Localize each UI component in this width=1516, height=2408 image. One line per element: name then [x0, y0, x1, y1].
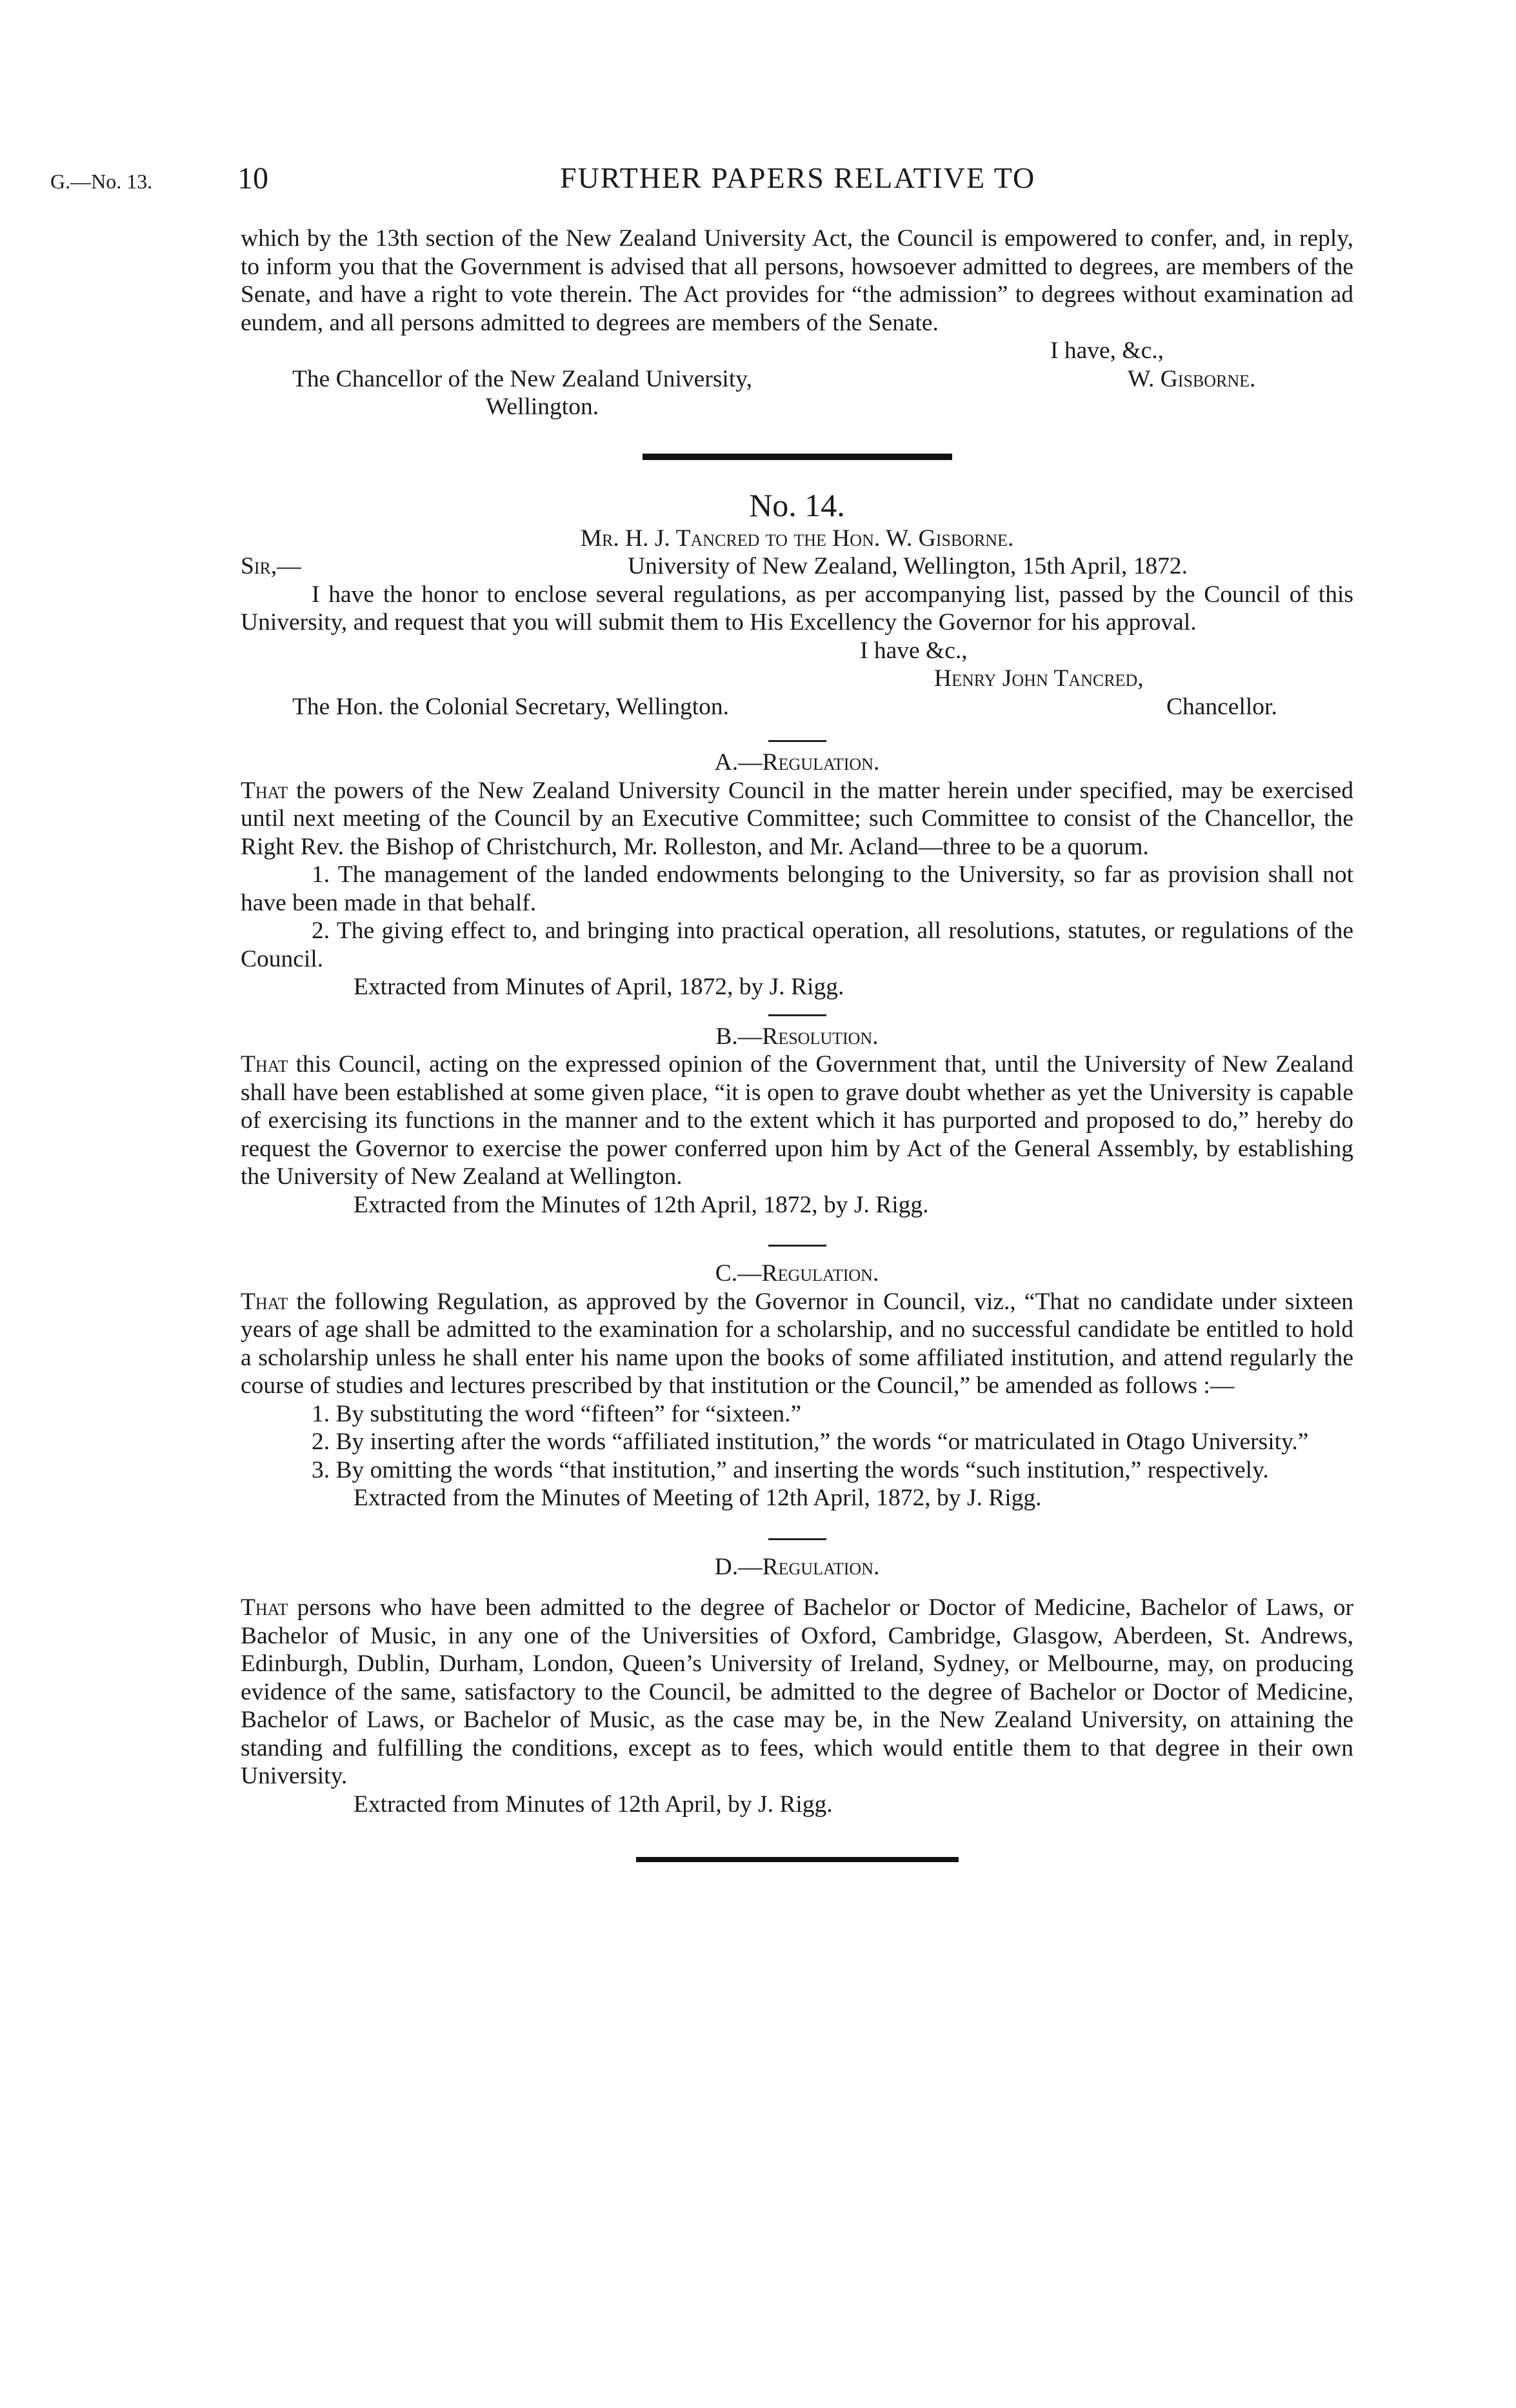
letter14-title: Chancellor.: [1166, 693, 1277, 720]
section-c-lead: That: [241, 1288, 288, 1315]
letter14-closing-row: [241, 637, 1353, 665]
page-header: [50, 158, 1355, 203]
section-b-body: [241, 1050, 1353, 1191]
section-divider: [643, 454, 952, 460]
letter14-signature-row: [241, 665, 1353, 693]
letter13-addressee-place: Wellington.: [486, 394, 599, 420]
section-a-item-1: 1. The management of the landed endowments belonging to the University, so far as provision shall not have been made in that behalf.: [241, 861, 1353, 916]
section-c-extract: Extracted from the Minutes of Meeting of 12th April, 1872, by J. Rigg.: [354, 1485, 1042, 1511]
section-a-heading: A.—Regulation.: [714, 749, 880, 776]
section-b-text: this Council, acting on the expressed opinion of the Government that, until the University of New Zealand shall have been established at some given place, “it is open to grave doubt whether as yet the University is capable of exercising its functions in the manner and to the extent which it has purported and proposed to do,” hereby do request the Governor to exercise the power conferred upon him by Act of the General Assembly, by establishing the University of New Zealand at Wellington.: [241, 1051, 1353, 1190]
section-b-lead: That: [241, 1051, 288, 1078]
letter14-addressee-row: [241, 693, 1353, 721]
letter13-closing: I have, &c.,: [1050, 337, 1164, 364]
letter14-signature: Henry John Tancred,: [934, 665, 1144, 692]
paper-reference: G.—No. 13.: [50, 170, 153, 193]
section-c-heading: C.—Regulation.: [715, 1260, 879, 1287]
letter13-body: which by the 13th section of the New Zealand University Act, the Council is empowered to confer, and, in reply, to inform you that the Government is advised that all persons, howsoever admitted to degrees, are members of the Senate, and have a right to vote therein. The Act provides for “the admission” to degrees without examination ad eundem, and all persons admitted to degrees are members of the Senate.: [241, 225, 1353, 336]
section-c-item-3: 3. By omitting the words “that institution,” and inserting the words “such institution,” respectively.: [312, 1456, 1269, 1483]
section-a-item-2: 2. The giving effect to, and bringing into practical operation, all resolutions, statutes, or regulations of the Council.: [241, 918, 1353, 972]
section-b-extract: Extracted from the Minutes of 12th April, 1872, by J. Rigg.: [354, 1191, 929, 1218]
letter14-from-to: Mr. H. J. Tancred to the Hon. W. Gisborne.: [580, 525, 1014, 552]
letter14-salutation-row: [241, 552, 1353, 581]
section-c-item-2: 2. By inserting after the words “affiliated institution,” the words “or matriculated in Otago University.”: [312, 1429, 1309, 1455]
running-title: FURTHER PAPERS RELATIVE TO: [560, 161, 1036, 194]
section-b-heading: B.—Resolution.: [715, 1023, 879, 1050]
letter14-closing: I have &c.,: [860, 637, 968, 664]
section-c-body: [241, 1288, 1353, 1400]
letter13-addressee: The Chancellor of the New Zealand University,: [292, 365, 752, 392]
section-c-item-1: 1. By substituting the word “fifteen” for “sixteen.”: [312, 1400, 802, 1427]
page-number: 10: [237, 161, 268, 196]
letter13-addressee-row: [241, 365, 1353, 394]
letter13-signature: W. Gisborne.: [1128, 365, 1256, 392]
section-c-text: the following Regulation, as approved by the Governor in Council, viz., “That no candidate under sixteen years of age shall be admitted to the examination for a scholarship, and no successful candidate be entitled to hold a scholarship unless he shall enter his name upon the books of some affiliated institution, and attend regularly the course of studies and lectures prescribed by that institution or the Council,” be amended as follows :—: [241, 1288, 1353, 1399]
section-d-text: persons who have been admitted to the degree of Bachelor or Doctor of Medicine, Bachelor of Laws, or Bachelor of Music, in any one of the Universities of Oxford, Cambridge, Glasgow, Aberdeen, St. Andrews, Edinburgh, Dublin, Durham, London, Queen’s University of Ireland, Sydney, or Melbourne, may, on producing evidence of the same, satisfactory to the Council, be admitted to the degree of Bachelor or Doctor of Medicine, Bachelor of Laws, or Bachelor of Music, as the case may be, in the New Zealand University, on attaining the standing and fulfilling the conditions, except as to fees, which would entitle them to that degree in their own University.: [241, 1594, 1354, 1789]
section-d-lead: That: [241, 1594, 288, 1621]
section-a-text: the powers of the New Zealand University Council in the matter herein under specified, may be exercised until next meeting of the Council by an Executive Committee; such Committee to consist of the Chancellor, the Right Rev. the Bishop of Christchurch, Mr. Rolleston, and Mr. Acland—three to be a quorum.: [241, 777, 1353, 860]
letter14-addressee: The Hon. the Colonial Secretary, Wellington.: [292, 693, 730, 720]
section-a-body: [241, 777, 1353, 861]
section-d-body: [241, 1594, 1353, 1791]
section-a-lead: That: [241, 777, 288, 804]
letter13-addressee-row2: [241, 393, 1353, 421]
page-content: [241, 225, 1353, 1862]
section-a-extract: Extracted from Minutes of April, 1872, by J. Rigg.: [354, 974, 844, 1000]
section-d-extract: Extracted from Minutes of 12th April, by J. Rigg.: [354, 1791, 833, 1818]
letter14-salutation: Sir,—: [241, 553, 301, 579]
letter14-body: I have the honor to enclose several regulations, as per accompanying list, passed by the Council of this University, and request that you will submit them to His Excellency the Governor for his approval.: [241, 581, 1353, 636]
letter14-place-date: University of New Zealand, Wellington, 15th April, 1872.: [628, 553, 1188, 579]
letter13-closing-row: [241, 337, 1353, 365]
section-d-heading: D.—Regulation.: [714, 1553, 880, 1580]
document-number: No. 14.: [749, 487, 845, 523]
end-divider: [636, 1857, 959, 1862]
